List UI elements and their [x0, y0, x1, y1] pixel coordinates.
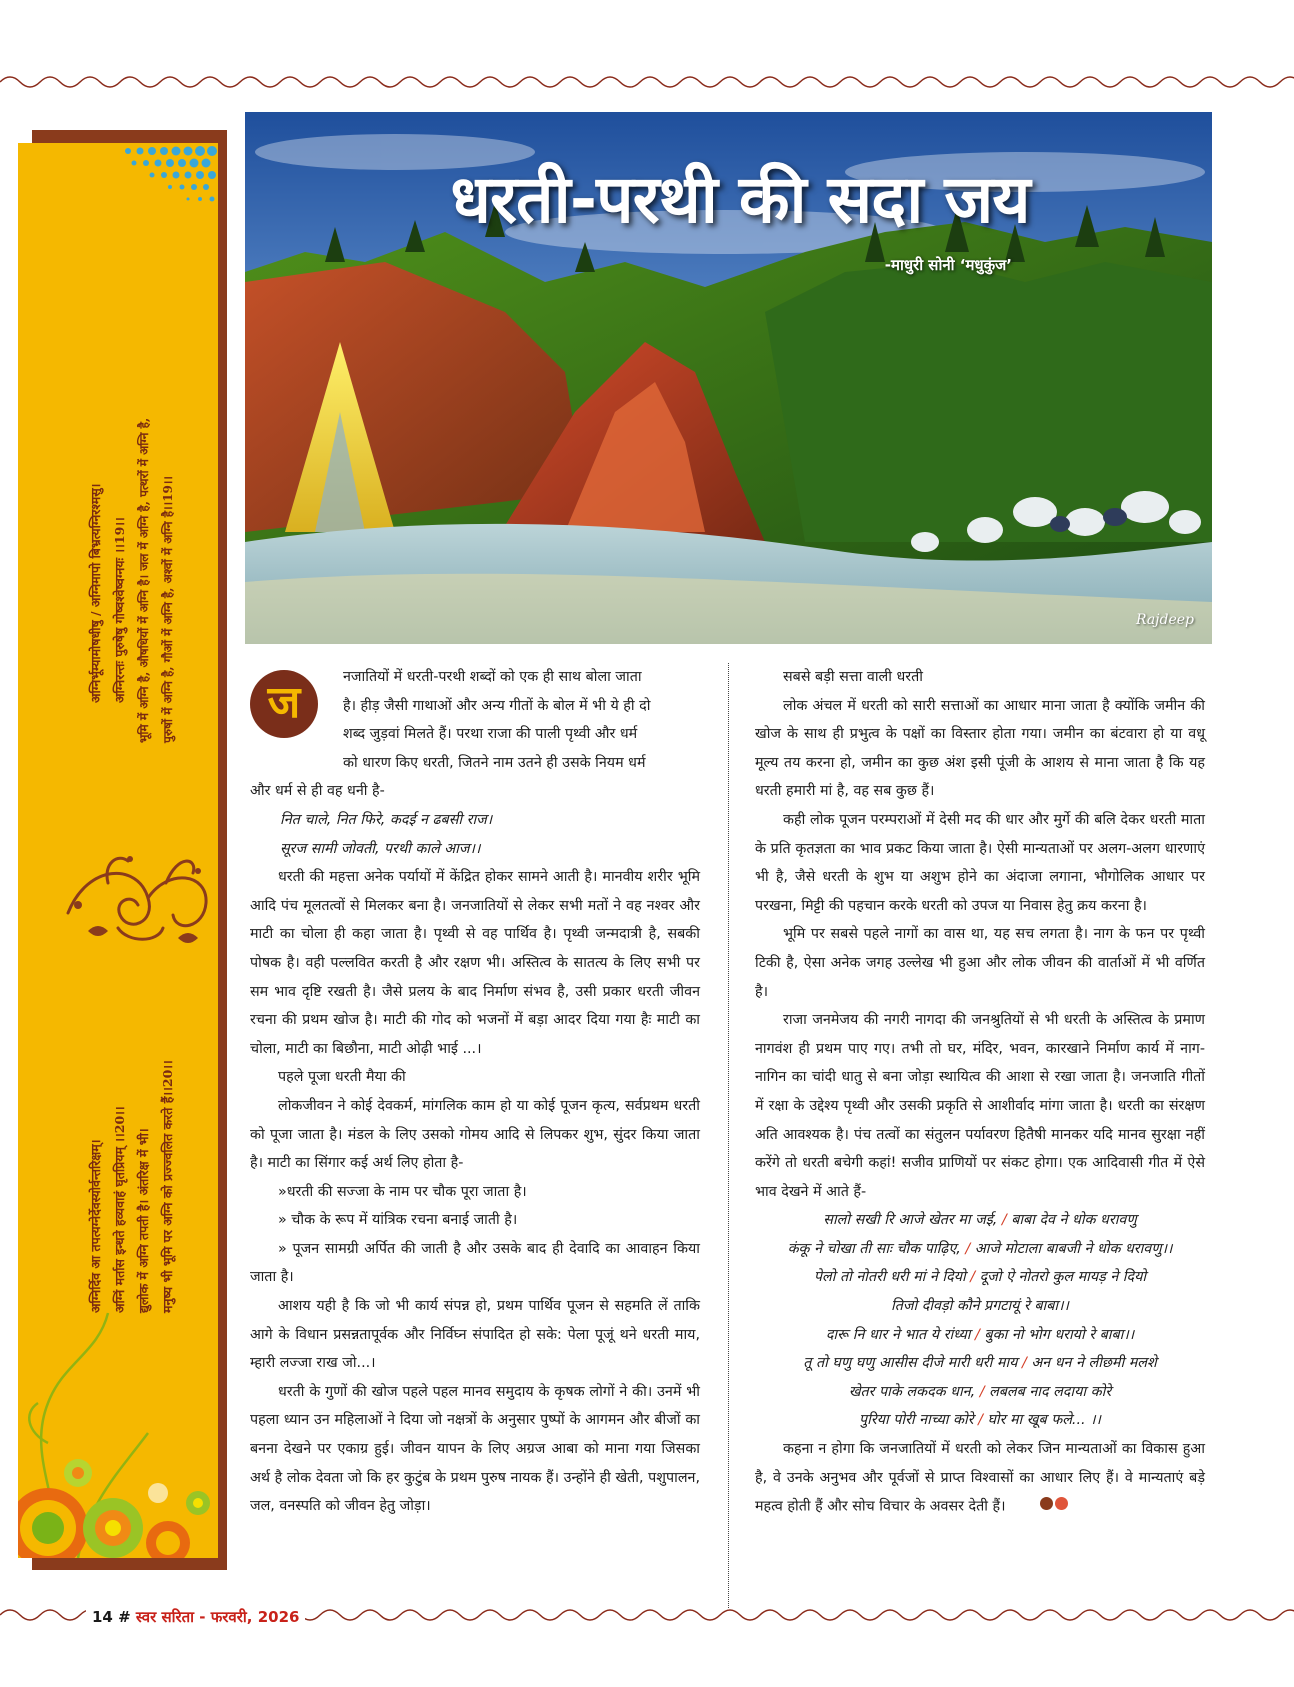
- hero-landscape-image: [245, 112, 1212, 644]
- shloka-sidebar: [18, 143, 218, 1558]
- song-line: [755, 1235, 1205, 1264]
- shloka-top-line-3: भूमि में अग्नि है, औषधियों में अग्नि है। जल में अग्नि है, पत्थरों में अग्नि है,: [137, 417, 151, 743]
- closing-paragraph: [755, 1435, 1205, 1521]
- song-line-part-2: आजे मोटाला बाबजी ने धोक धरावणु।।: [974, 1240, 1173, 1257]
- flower-vine-decoration: [18, 1293, 218, 1558]
- paragraph: धरती की महत्ता अनेक पर्यायों में केंद्रित होकर सामने आती है। मानवीय शरीर भूमि आदि पंच मूलतत्वों से मिलकर बना है। जनजातियों से लेकर सभी मतों ने वह नश्वर और माटी का चोला ही कहा जाता है। पृथ्वी से वह पार्थिव है। पृथ्वी जन्मदात्री है, सबकी पोषक है। वही पल्लवित करती है और रक्षण भी। अस्तित्व के सातत्य के लिए सभी पर सम भाव दृष्टि रखती है। जैसे प्रलय के बाद निर्माण संभव है, उसी प्रकार धरती जीवन रचना की प्रथम खोज है। माटी की गोद को भजनों में बड़ा आदर दिया गया हैः माटी का चोला, माटी का बिछौना, माटी ओढ़ी भाई ...।: [250, 869, 700, 1057]
- shloka-bottom-line-3: द्युलोक में अग्नि तपती है। अंतरिक्ष में भी।: [136, 1128, 151, 1313]
- bullet-item: »धरती की सज्जा के नाम पर चौक पूरा जाता है।: [278, 1183, 527, 1200]
- song-line-part-1: कंकू ने चोखा ती साः चौक पाढ़िए,: [787, 1240, 961, 1257]
- song-line: [755, 1292, 1205, 1321]
- bullet-item: » पूजन सामग्री अर्पित की जाती है और उसके बाद ही देवादि का आवाहन किया जाता है।: [250, 1240, 700, 1286]
- floral-swirl-ornament: [48, 843, 218, 953]
- shloka-bottom-line-1: अग्निर्दिव आ तपत्यग्नेर्देवस्योर्वन्तरिक्षम्।: [88, 1139, 103, 1313]
- end-mark-icon: [1012, 1492, 1070, 1521]
- song-separator: /: [970, 1326, 985, 1343]
- subheading-biggest-power: सबसे बड़ी सत्ता वाली धरती: [783, 669, 923, 685]
- paragraph: राजा जनमेजय की नगरी नागदा की जनश्रुतियों से भी धरती के अस्तित्व के प्रमाण नागवंश ही प्रथम पाए गए। तभी तो घर, मंदिर, भवन, कारखाने निर्माण कार्य में नाग-नागिन का चांदी धातु से बना जोड़ा स्थायित्व की आशा से रखा जाता है। जनजाति गीतों में रक्षा के उद्देश्य पृथ्वी और उसकी प्रकृति से आशीर्वाद मांगा जाता है। धरती का संरक्षण अति आवश्यक है। पंच तत्वों का संतुलन पर्यावरण हितैषी मानकर यदि मानव सुरक्षा नहीं करेंगे तो धरती बचेगी कहां! सजीव प्राणियों पर संकट होगा। एक आदिवासी गीत में ऐसे भाव देखने में आते हैं-: [755, 1012, 1205, 1200]
- song-line-part-1: पेलो तो नोतरी धरी मां ने दियो: [813, 1269, 966, 1286]
- song-separator: /: [973, 1412, 988, 1429]
- column-divider: [728, 663, 729, 1608]
- song-line: [755, 1321, 1205, 1350]
- song-separator: /: [975, 1383, 990, 1400]
- page-number: 14: [92, 1608, 113, 1626]
- left-column: [250, 663, 700, 1521]
- song-separator: /: [965, 1269, 980, 1286]
- page-footer: [86, 1607, 305, 1627]
- intro-line-3: शब्द जुड़वां मिलते हैं। परथा राजा की पाली पृथ्वी और धर्म: [343, 726, 638, 743]
- drop-cap: ज: [250, 670, 318, 738]
- tribal-song: [755, 1206, 1205, 1435]
- song-line-part-1: तू तो घणु घणु आसीस दीजे मारी धरी माय: [803, 1355, 1018, 1372]
- paragraph: लोक अंचल में धरती को सारी सत्ताओं का आधार माना जाता है क्योंकि जमीन की खोज के साथ ही प्रभुत्व के पक्षों का विस्तार होता गया। जमीन का बंटवारा हो या वधू मूल्य तय करना हो, जमीन का कुछ अंश इसी पूंजी के आशय से माना जाता है कि यह धरती हमारी मां है, वह सब कुछ हैं।: [755, 697, 1205, 800]
- halftone-dots-decoration: [108, 143, 218, 213]
- top-wave-border: [0, 70, 1294, 90]
- bullet-item: » चौक के रूप में यांत्रिक रचना बनाई जाती है।: [278, 1212, 518, 1229]
- song-line-part-2: बुका नो भोग धरायो रे बाबा।।: [984, 1326, 1135, 1343]
- verse-line-1: नित चाले, नित फिरे, कदई न ढबसी राज।: [280, 811, 493, 828]
- paragraph: कही लोक पूजन परम्पराओं में देसी मद की धार और मुर्गे की बलि देकर धरती माता के प्रति कृतज्ञता का भाव प्रकट किया जाता है। ऐसी मान्यताओं पर अलग-अलग धारणाएं भी है, जैसे धरती के शुभ या अशुभ होने का अंदाजा लगाना, भौगोलिक आधार पर परखना, मिट्टी की पहचान करके धरती को उपज या निवास हेतु क्रय करना है।: [755, 811, 1205, 914]
- song-line: [755, 1206, 1205, 1235]
- right-column: [755, 663, 1205, 1521]
- footer-separator: #: [118, 1608, 131, 1626]
- song-separator: /: [960, 1240, 975, 1257]
- intro-line-4: को धारण किए धरती, जितने नाम उतने ही उसके नियम धर्म: [343, 754, 646, 771]
- song-line-part-2: अन धन ने लीछमी मलशे: [1031, 1355, 1157, 1372]
- song-line-part-1: तिजो दीवड़ो कौने प्रगटायूं रे बाबा।।: [891, 1298, 1069, 1315]
- intro-tail: और धर्म से ही वह धनी है-: [250, 783, 385, 800]
- shloka-top-line-2: अग्निरन्तः पुरुषेषु गोष्वश्वेष्वग्नयः ।।19।।: [112, 517, 127, 703]
- closing-text: कहना न होगा कि जनजातियों में धरती को लेकर जिन मान्यताओं का विकास हुआ है, वे उनके अनुभव और पूर्वजों से प्राप्त विश्वासों का आधार लिए हैं। वे मान्यताएं बड़े महत्व होती हैं और सोच विचार के अवसर देती हैं।: [755, 1441, 1205, 1515]
- song-line-part-2: दूजो ऐ नोतरो कुल मायड़ ने दियो: [979, 1269, 1147, 1286]
- song-line: [755, 1378, 1205, 1407]
- article-author: -माधुरी सोनी ‘मधुकुंज’: [884, 256, 1012, 274]
- song-line-part-2: बाबा देव ने धोक धरावणु: [1011, 1212, 1137, 1229]
- song-line-part-1: सालो सखी रि आजे खेतर मा जई,: [823, 1212, 998, 1229]
- paragraph: लोकजीवन ने कोई देवकर्म, मांगलिक काम हो या कोई पूजन कृत्य, सर्वप्रथम धरती को पूजा जाता है। मंडल के लिए उसको गोमय आदि से लिपकर शुभ, सुंदर किया जाता है। माटी का सिंगार कई अर्थ लिए होता है-: [250, 1097, 700, 1172]
- magazine-name: स्वर सरिता - फरवरी, 2026: [135, 1608, 300, 1626]
- intro-line-1: नजातियों में धरती-परथी शब्दों को एक ही साथ बोला जाता: [343, 669, 642, 685]
- shloka-bottom-line-4: मनुष्य भी भूमि पर अग्नि को प्रज्ज्वलित करते हैं।।20।।: [160, 1060, 175, 1313]
- song-line: [755, 1406, 1205, 1435]
- intro-line-2: है। हीड़ जैसी गाथाओं और अन्य गीतों के बोल में भी ये ही दो: [343, 697, 651, 714]
- song-separator: /: [997, 1212, 1012, 1229]
- photo-credit: Rajdeep: [1135, 612, 1194, 628]
- article-title: धरती-परथी की सदा जय: [450, 161, 1030, 238]
- shloka-top-line-1: अग्निर्भूम्यामोषधीषु / अग्निमापो बिभ्रत्यग्निरश्मसु।: [88, 483, 103, 703]
- paragraph: आशय यही है कि जो भी कार्य संपन्न हो, प्रथम पार्थिव पूजन से सहमति लें ताकि आगे के विधान प्रसन्नतापूर्वक और निर्विघ्न संपादित हो सके: पेला पूजूं थने धरती माय, म्हारी लज्जा राख जो...।: [250, 1298, 700, 1372]
- subheading-first-worship: पहले पूजा धरती मैया की: [278, 1069, 406, 1086]
- song-line-part-1: खेतर पाके लकदक धान,: [848, 1383, 976, 1400]
- song-line-part-1: दारू नि धार ने भात ये रांध्या: [825, 1326, 971, 1343]
- song-line-part-1: पुरिया पोरी नाच्या कोरे: [859, 1412, 974, 1429]
- song-line-part-2: लबलब नाद लदाया कोरे: [989, 1383, 1112, 1400]
- intro-block: [250, 663, 700, 777]
- shloka-bottom-line-2: अग्निं मर्तास इन्धते हव्यवाहं घृतप्रियम् ।।20।।: [112, 1106, 127, 1313]
- paragraph: भूमि पर सबसे पहले नागों का वास था, यह सच लगता है। नाग के फन पर पृथ्वी टिकी है, ऐसा अनेक जगह उल्लेख भी हुआ और लोक जीवन की वार्ताओं में भी वर्णित है।: [755, 926, 1205, 1000]
- shloka-top-line-4: पुरुषों में अग्नि है, गौओं में अग्नि है, अश्वों में अग्नि है।।19।।: [161, 476, 175, 743]
- paragraph: धरती के गुणों की खोज पहले पहल मानव समुदाय के कृषक लोगों ने की। उनमें भी पहला ध्यान उन महिलाओं ने दिया जो नक्षत्रों के अनुसार पुष्पों के आगमन और बीजों का बनना देखने पर एकाग्र हुई। जीवन यापन के लिए अग्रज आबा को माना गया जिसका अर्थ है लोक देवता जो कि हर कुटुंब के प्रथम पुरुष नायक हैं। उन्होंने ही खेती, पशुपालन, जल, वनस्पति को जीवन हेतु जोड़ा।: [250, 1383, 700, 1515]
- song-line-part-2: घोर मा खूब फले... ।।: [987, 1412, 1101, 1429]
- verse-line-2: सूरज सामी जोवती, परथी काले आज।।: [280, 840, 481, 857]
- song-line: [755, 1349, 1205, 1378]
- song-separator: /: [1017, 1355, 1032, 1372]
- song-line: [755, 1263, 1205, 1292]
